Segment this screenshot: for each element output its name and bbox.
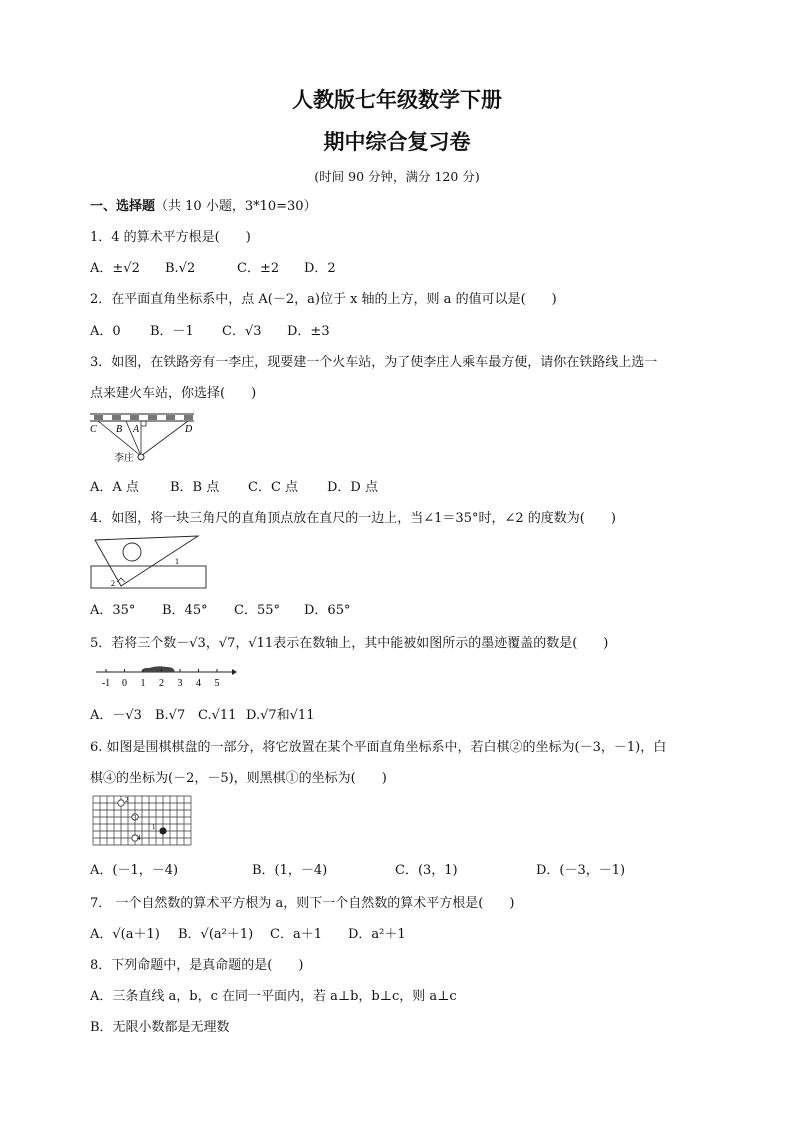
q7-option-a: A．√(a＋1) <box>90 927 160 942</box>
point-c-label: C <box>90 424 97 435</box>
q1-option-c: C．±2 <box>237 261 280 276</box>
q7-stem: 7． 一个自然数的算术平方根为 a，则下一个自然数的算术平方根是( ) <box>90 896 515 911</box>
ink-blot <box>141 666 175 672</box>
q8-option-a: A．三条直线 a，b，c 在同一平面内，若 a⊥b，b⊥c，则 a⊥c <box>90 989 457 1004</box>
q3-option-c: C．C 点 <box>248 480 299 495</box>
q1-stem: 1．4 的算术平方根是( ) <box>90 230 251 245</box>
point-a-label: A <box>133 424 140 435</box>
q1-option-b: B.√2 <box>165 261 196 276</box>
q4-option-d: D．65° <box>304 603 351 618</box>
number-line <box>94 664 239 692</box>
axis-tick-label: 3 <box>177 678 183 689</box>
q6-option-b: B．(1，－4) <box>252 863 328 878</box>
q4-option-b: B．45° <box>162 603 208 618</box>
q5-option-b: B.√7 <box>155 708 186 723</box>
section-heading <box>90 199 317 215</box>
axis-tick-label: 1 <box>140 678 146 689</box>
title-main: 人教版七年级数学下册 <box>292 87 502 112</box>
go-board-figure <box>90 793 192 851</box>
q2-stem: 2．在平面直角坐标系中，点 A(－2，a)位于 x 轴的上方，则 a 的值可以是( ) <box>90 292 557 307</box>
q2-option-d: D．±3 <box>287 324 330 339</box>
q1-option-d: D．2 <box>304 261 336 276</box>
q2-option-b: B．－1 <box>150 324 194 339</box>
village-label: 李庄 <box>114 453 134 464</box>
q5-stem: 5．若将三个数－√3，√7，√11表示在数轴上，其中能被如图所示的墨迹覆盖的数是( ) <box>90 636 609 651</box>
axis-tick-label: 5 <box>214 678 220 689</box>
stone-1-label: 1 <box>152 823 156 831</box>
q8-option-b: B．无限小数都是无理数 <box>90 1020 230 1035</box>
q3-option-b: B．B 点 <box>170 480 220 495</box>
q4-option-c: C．55° <box>234 603 280 618</box>
stone-3-label: 3 <box>133 814 137 822</box>
axis-tick-label: 4 <box>196 678 201 689</box>
q4-stem: 4．如图，将一块三角尺的直角顶点放在直尺的一边上，当∠1＝35°时，∠2 的度数为( ) <box>90 511 616 526</box>
q6-stem-line2: 棋④的坐标为(－2，－5)，则黑棋①的坐标为( ) <box>90 771 387 786</box>
q6-option-c: C．(3，1) <box>395 863 458 878</box>
q7-option-c: C．a＋1 <box>270 927 322 942</box>
angle-2-label: 2 <box>111 579 115 588</box>
stone-4-label: 4 <box>137 834 141 842</box>
axis-tick-label: 2 <box>159 678 164 689</box>
q2-option-c: C．√3 <box>222 324 262 339</box>
q3-stem-line2: 点来建火车站，你选择( ) <box>90 386 257 401</box>
stone-2-label: 2 <box>125 796 129 804</box>
white-stone-2 <box>118 800 124 806</box>
q2-option-a: A．0 <box>90 324 121 339</box>
q6-stem-line1: 6. 如图是围棋棋盘的一部分，将它放置在某个平面直角坐标系中，若白棋②的坐标为(－3，－1)，白 <box>90 740 667 755</box>
black-stone-1 <box>160 828 166 834</box>
q7-option-b: B．√(a²＋1) <box>178 927 254 942</box>
q3-option-d: D．D 点 <box>327 480 378 495</box>
axis-tick-label: -1 <box>101 678 111 689</box>
railway-figure <box>88 410 198 468</box>
q7-option-d: D．a²＋1 <box>348 927 406 942</box>
q5-option-d: D.√7和√11 <box>246 708 315 723</box>
exam-info: (时间 90 分钟，满分 120 分) <box>314 169 480 184</box>
ruler-triangle-figure <box>88 530 210 592</box>
title-sub: 期中综合复习卷 <box>323 129 471 154</box>
q5-option-a: A．－√3 <box>90 708 142 723</box>
point-d-label: D <box>185 424 193 435</box>
q3-option-a: A．A 点 <box>90 480 139 495</box>
q3-stem-line1: 3．如图，在铁路旁有一李庄，现要建一个火车站，为了使李庄人乘车最方便，请你在铁路线上选一 <box>90 355 658 370</box>
q1-option-a: A．±√2 <box>90 261 140 276</box>
angle-1-label: 1 <box>175 557 179 566</box>
section-note: （共 10 小题，3*10=30） <box>155 199 317 214</box>
axis-tick-label: 0 <box>122 678 127 689</box>
point-b-label: B <box>116 424 123 435</box>
q8-stem: 8．下列命题中，是真命题的是( ) <box>90 958 304 973</box>
section-title: 一、选择题 <box>90 199 156 214</box>
q5-option-c: C.√11 <box>198 708 237 723</box>
q6-option-a: A．(－1，－4) <box>90 863 179 878</box>
q6-option-d: D．(－3，－1) <box>536 863 626 878</box>
q4-option-a: A．35° <box>90 603 136 618</box>
